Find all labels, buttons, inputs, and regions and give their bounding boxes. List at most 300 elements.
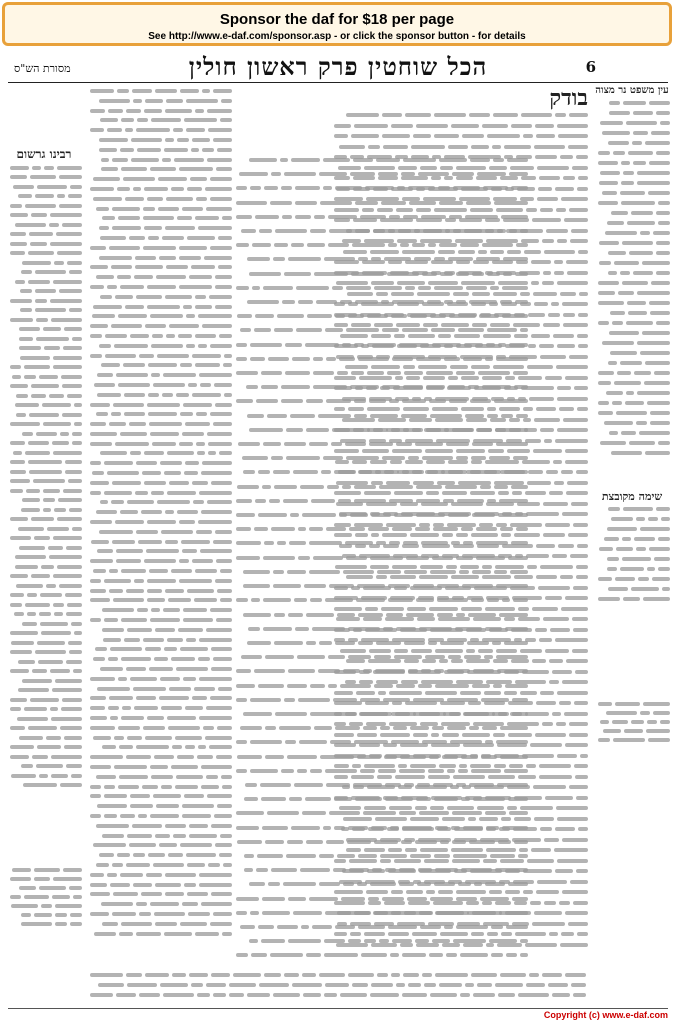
text-line [594, 308, 670, 318]
text-line [232, 408, 528, 422]
page-number: 6 [585, 58, 596, 76]
text-line [6, 448, 82, 458]
text-line [86, 595, 232, 605]
text-line [232, 621, 528, 635]
text-line [6, 248, 82, 258]
text-line [594, 228, 670, 238]
text-line [232, 749, 528, 763]
text-line [86, 497, 232, 507]
text-line [6, 761, 82, 771]
text-line [232, 379, 528, 393]
text-line [232, 308, 528, 322]
text-line [594, 554, 670, 564]
text-line [86, 860, 232, 870]
text-line [232, 834, 528, 848]
text-line [86, 703, 232, 713]
text-line [594, 524, 670, 534]
text-line [232, 550, 528, 564]
bottom-commentary [86, 970, 586, 1006]
text-line [232, 209, 528, 223]
text-line [86, 889, 232, 899]
text-line [86, 135, 232, 145]
text-line [6, 714, 82, 724]
text-line [86, 302, 232, 312]
text-line [594, 514, 670, 524]
text-line [594, 544, 670, 554]
text-line [6, 590, 82, 600]
text-line [86, 370, 232, 380]
text-line [86, 762, 232, 772]
text-line [594, 718, 670, 727]
gemara-main-text [232, 152, 528, 982]
text-line [6, 457, 82, 467]
text-line [232, 436, 528, 450]
text-line [86, 145, 232, 155]
text-line [594, 504, 670, 514]
text-line [6, 277, 82, 287]
text-line [6, 685, 82, 695]
gilyon-note [594, 700, 670, 760]
text-line [594, 138, 670, 148]
text-line [6, 752, 82, 762]
text-line [594, 128, 670, 138]
text-line [232, 422, 528, 436]
text-line [594, 158, 670, 168]
text-line [6, 638, 82, 648]
text-line [594, 378, 670, 388]
text-line [6, 258, 82, 268]
text-line [86, 478, 232, 488]
text-line [86, 644, 232, 654]
text-line [86, 507, 232, 517]
text-line [6, 410, 82, 420]
text-line [6, 733, 82, 743]
text-line [86, 674, 232, 684]
text-line [6, 647, 82, 657]
text-line [86, 174, 232, 184]
text-line [6, 742, 82, 752]
text-line [594, 188, 670, 198]
text-line [86, 586, 232, 596]
text-line [86, 537, 232, 547]
text-line [232, 592, 528, 606]
tosafot-text [86, 86, 232, 938]
text-line [594, 584, 670, 594]
text-line [86, 811, 232, 821]
text-line [86, 791, 232, 801]
text-line [86, 742, 232, 752]
text-line [6, 771, 82, 781]
text-line [232, 294, 528, 308]
text-line [86, 96, 232, 106]
text-line [6, 324, 82, 334]
text-line [86, 204, 232, 214]
rabbenu-gershom-column [6, 150, 82, 810]
text-line [330, 142, 588, 153]
text-line [86, 272, 232, 282]
text-line [594, 258, 670, 268]
text-line [6, 419, 82, 429]
text-line [6, 467, 82, 477]
text-line [6, 893, 82, 902]
text-line [86, 429, 232, 439]
text-line [86, 723, 232, 733]
shitah-mekubetzet-text [594, 504, 670, 604]
text-line [6, 391, 82, 401]
text-line [594, 98, 670, 108]
text-line [232, 195, 528, 209]
text-line [232, 266, 528, 280]
text-line [594, 328, 670, 338]
rabbenu-gershom-text [6, 163, 82, 790]
text-line [86, 980, 586, 990]
text-line [330, 110, 588, 121]
text-line [594, 418, 670, 428]
text-line [86, 282, 232, 292]
text-line [6, 600, 82, 610]
text-line [86, 899, 232, 909]
text-line [594, 574, 670, 584]
text-line [86, 919, 232, 929]
text-line [594, 388, 670, 398]
text-line [86, 233, 232, 243]
text-line [86, 752, 232, 762]
text-line [6, 239, 82, 249]
text-line [232, 820, 528, 834]
text-line [86, 733, 232, 743]
text-line [86, 556, 232, 566]
masechet-label: מסורת הש"ס [14, 62, 71, 75]
text-line [594, 318, 670, 328]
text-line [232, 521, 528, 535]
text-line [594, 118, 670, 128]
text-line [6, 182, 82, 192]
text-line [330, 121, 588, 132]
text-line [594, 438, 670, 448]
text-line [232, 223, 528, 237]
gilyon-text [594, 700, 670, 745]
text-line [6, 210, 82, 220]
text-line [6, 695, 82, 705]
text-line [86, 635, 232, 645]
text-line [232, 607, 528, 621]
ein-mishpat-text [594, 98, 670, 458]
text-line [86, 654, 232, 664]
text-line [232, 947, 528, 961]
text-line [86, 684, 232, 694]
text-line [6, 704, 82, 714]
text-line [594, 288, 670, 298]
text-line [232, 862, 528, 876]
text-line [232, 933, 528, 947]
text-line [6, 201, 82, 211]
text-line [86, 213, 232, 223]
text-line [86, 488, 232, 498]
text-line [86, 351, 232, 361]
tosafot-column [86, 86, 232, 951]
text-line [6, 476, 82, 486]
text-line [232, 777, 528, 791]
text-line [594, 700, 670, 709]
text-line [6, 657, 82, 667]
text-line [6, 438, 82, 448]
text-line [86, 419, 232, 429]
text-line [594, 564, 670, 574]
text-line [86, 331, 232, 341]
text-line [330, 131, 588, 142]
text-line [6, 381, 82, 391]
text-line [6, 486, 82, 496]
text-line [86, 625, 232, 635]
sponsor-banner-subtitle[interactable]: See http://www.e-daf.com/sponsor.asp - or click the sponsor button - for details [148, 31, 526, 42]
text-line [6, 533, 82, 543]
text-line [6, 780, 82, 790]
text-line [232, 692, 528, 706]
text-line [86, 801, 232, 811]
text-line [232, 564, 528, 578]
text-line [232, 507, 528, 521]
text-line [6, 514, 82, 524]
text-line [232, 322, 528, 336]
text-line [6, 543, 82, 553]
text-line [86, 880, 232, 890]
text-line [232, 791, 528, 805]
text-line [594, 108, 670, 118]
text-line [86, 360, 232, 370]
ein-mishpat-column [594, 86, 670, 726]
text-line [232, 464, 528, 478]
text-line [86, 243, 232, 253]
text-line [232, 280, 528, 294]
text-line [594, 428, 670, 438]
text-line [594, 736, 670, 745]
text-line [86, 292, 232, 302]
text-line [232, 337, 528, 351]
text-line [6, 495, 82, 505]
rabbenu-gershom-title: רבינו גרשום [16, 150, 72, 161]
text-line [232, 805, 528, 819]
text-line [86, 576, 232, 586]
text-line [232, 351, 528, 365]
text-line [86, 566, 232, 576]
sponsor-banner-title[interactable]: Sponsor the daf for $18 per page [219, 11, 455, 28]
text-line [86, 468, 232, 478]
text-line [594, 408, 670, 418]
shitah-mekubetzet-column [594, 492, 670, 612]
text-line [6, 911, 82, 920]
text-line [232, 706, 528, 720]
text-line [594, 534, 670, 544]
text-line [6, 372, 82, 382]
text-line [86, 164, 232, 174]
text-line [86, 458, 232, 468]
text-line [86, 821, 232, 831]
text-line [232, 876, 528, 890]
text-line [86, 439, 232, 449]
bottom-divider [8, 1008, 668, 1009]
text-line [6, 866, 82, 875]
text-line [594, 278, 670, 288]
text-line [232, 166, 528, 180]
text-line [232, 251, 528, 265]
text-line [594, 594, 670, 604]
text-line [6, 676, 82, 686]
text-line [86, 782, 232, 792]
text-line [6, 229, 82, 239]
text-line [6, 400, 82, 410]
text-line [6, 552, 82, 562]
text-line [6, 723, 82, 733]
text-line [86, 840, 232, 850]
text-line [232, 365, 528, 379]
text-line [6, 884, 82, 893]
ein-mishpat-title: עין משפט נר מצוה [595, 86, 669, 96]
text-line [594, 727, 670, 736]
text-line [232, 152, 528, 166]
text-line [86, 409, 232, 419]
text-line [594, 709, 670, 718]
text-line [232, 678, 528, 692]
text-line [86, 380, 232, 390]
shitah-mekubetzet-title: שימה מקובצת [601, 492, 663, 503]
text-line [594, 208, 670, 218]
text-line [6, 429, 82, 439]
text-line [232, 493, 528, 507]
text-line [6, 163, 82, 173]
text-line [232, 763, 528, 777]
left-bottom-notes-text [6, 866, 82, 929]
text-line [232, 649, 528, 663]
text-line [86, 115, 232, 125]
text-line [86, 400, 232, 410]
text-line [6, 571, 82, 581]
text-line [86, 155, 232, 165]
text-line [6, 191, 82, 201]
text-line [6, 581, 82, 591]
text-line [6, 343, 82, 353]
text-line [6, 609, 82, 619]
text-line [86, 223, 232, 233]
text-line [86, 341, 232, 351]
text-line [232, 479, 528, 493]
text-line [86, 390, 232, 400]
text-line [86, 831, 232, 841]
text-line [594, 358, 670, 368]
text-line [232, 535, 528, 549]
text-line [6, 296, 82, 306]
text-line [6, 267, 82, 277]
text-line [232, 848, 528, 862]
text-line [6, 562, 82, 572]
text-line [86, 713, 232, 723]
text-line [6, 920, 82, 929]
text-line [86, 929, 232, 939]
text-line [232, 905, 528, 919]
text-line [594, 268, 670, 278]
text-line [594, 338, 670, 348]
text-line [6, 172, 82, 182]
text-line [594, 298, 670, 308]
text-line [232, 734, 528, 748]
text-line [232, 237, 528, 251]
text-line [594, 238, 670, 248]
header-divider [8, 82, 668, 83]
text-line [6, 353, 82, 363]
text-line [594, 148, 670, 158]
text-line [594, 398, 670, 408]
text-line [232, 578, 528, 592]
text-line [594, 198, 670, 208]
text-line [6, 286, 82, 296]
text-line [86, 448, 232, 458]
text-line [6, 666, 82, 676]
text-line [6, 315, 82, 325]
text-line [232, 919, 528, 933]
text-line [86, 194, 232, 204]
text-line [86, 664, 232, 674]
text-line [232, 720, 528, 734]
left-top-note [6, 60, 76, 80]
text-line [86, 106, 232, 116]
text-line [86, 253, 232, 263]
text-line [86, 850, 232, 860]
text-line [594, 368, 670, 378]
left-bottom-notes [6, 866, 82, 936]
text-line [86, 870, 232, 880]
sponsor-banner[interactable] [2, 2, 672, 46]
text-line [86, 909, 232, 919]
text-line [86, 605, 232, 615]
bottom-commentary-text [86, 970, 586, 1000]
text-line [86, 546, 232, 556]
text-line [232, 663, 528, 677]
text-line [6, 220, 82, 230]
text-line [86, 970, 586, 980]
text-line [232, 393, 528, 407]
text-line [594, 348, 670, 358]
text-line [86, 615, 232, 625]
text-line [6, 902, 82, 911]
text-line [86, 527, 232, 537]
rashi-opening-word: בודק [549, 86, 588, 111]
gemara-lines [232, 152, 528, 962]
text-line [594, 168, 670, 178]
text-line [86, 321, 232, 331]
running-header [8, 52, 668, 82]
text-line [6, 628, 82, 638]
text-line [86, 184, 232, 194]
text-line [6, 305, 82, 315]
text-line [86, 693, 232, 703]
text-line [86, 311, 232, 321]
text-line [6, 505, 82, 515]
text-line [86, 125, 232, 135]
copyright-notice: Copyright (c) www.e-daf.com [543, 1010, 668, 1020]
text-line [86, 262, 232, 272]
text-line [594, 218, 670, 228]
text-line [594, 448, 670, 458]
text-line [6, 875, 82, 884]
text-line [86, 990, 586, 1000]
chapter-title: הכל שוחטין פרק ראשון חולין [188, 52, 488, 81]
text-line [594, 248, 670, 258]
text-line [86, 772, 232, 782]
text-line [6, 362, 82, 372]
text-line [594, 178, 670, 188]
text-line [86, 86, 232, 96]
text-line [232, 450, 528, 464]
text-line [86, 517, 232, 527]
